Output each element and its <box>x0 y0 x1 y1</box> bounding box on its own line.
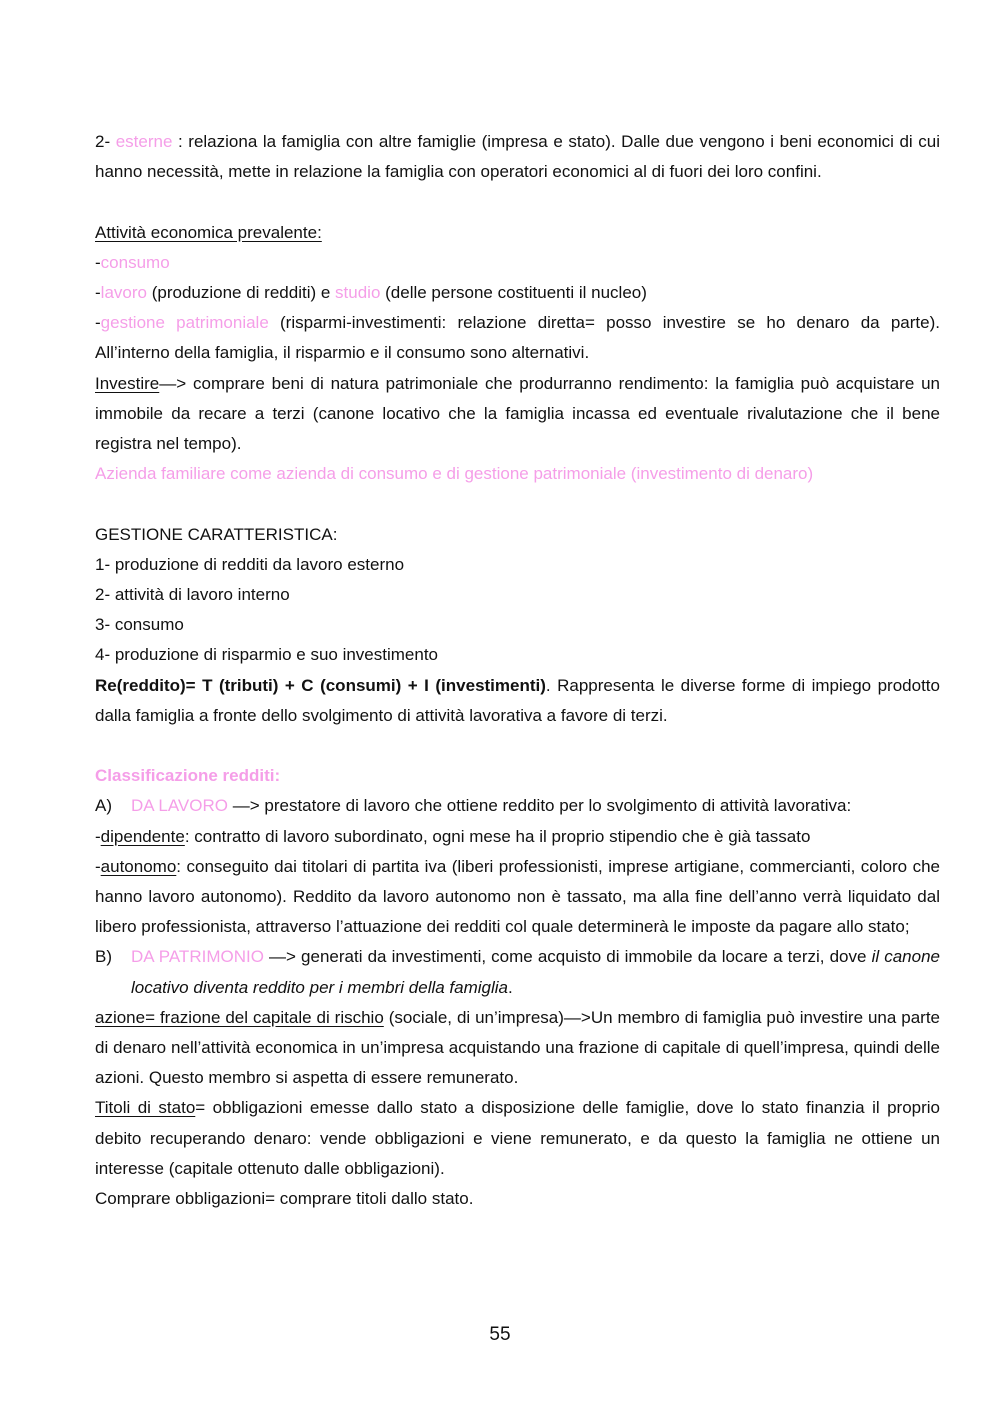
paragraph-investire: Investire—> comprare beni di natura patrimoniale che produrranno rendimento: la famiglia può acquistare un immobile da recare a terzi (canone locativo che la famiglia incassa ed eventuale rivalutazione che il bene registra nel tempo). <box>95 373 940 454</box>
paragraph-azienda-familiare: Azienda familiare come azienda di consumo e di gestione patrimoniale (investimento di denaro) <box>95 464 814 484</box>
underlined-term: Titoli di stato <box>95 1098 196 1118</box>
highlight-term: lavoro <box>100 283 147 302</box>
list-item: 3- consumo <box>95 615 184 635</box>
highlight-term: studio <box>335 283 381 302</box>
list-item-consumo: -consumo <box>95 252 170 272</box>
list-item-lavoro: -lavoro (produzione di redditi) e studio (delle persone costituenti il nucleo) <box>95 283 647 302</box>
paragraph-titoli: Titoli di stato= obbligazioni emesse dallo stato a disposizione delle famiglie, dove lo stato finanzia il proprio debito recuperando denaro: vende obbligazioni e viene remunerato, e da questo la famiglia ne ottiene un interesse (capitale ottenuto dalle obbligazioni). <box>95 1098 941 1178</box>
list-item: 2- attività di lavoro interno <box>95 585 290 605</box>
paragraph-formula: Re(reddito)= T (tributi) + C (consumi) + I (investimenti). Rappresenta le diverse forme di impiego prodotto dalla famiglia a fronte dello svolgimento di attività lavorativa a favore di terzi. <box>95 675 940 725</box>
section-heading-gestione: GESTIONE CARATTERISTICA: <box>95 524 338 544</box>
paragraph-text: : relaziona la famiglia con altre famiglie (impresa e stato). Dalle due vengono i beni economici di cui hanno necessità, mette in relazione la famiglia con operatori economici al di fuori dei loro confini. <box>95 132 940 182</box>
underlined-term: dipendente <box>100 826 185 846</box>
paragraph-azione: azione= frazione del capitale di rischio (sociale, di un’impresa)—>Un membro di famiglia può investire una parte di denaro nell’attività economica in un’impresa acquistando una frazione di capitale di quell’impresa, quindi delle azioni. Questo membro si aspetta di essere remunerato. <box>95 1007 940 1088</box>
underlined-term: azione= frazione del capitale di rischio <box>95 1007 384 1027</box>
italic-text: il canone locativo diventa reddito per i membri della famiglia <box>131 947 940 997</box>
document-page <box>95 127 940 1214</box>
item-prefix: 2- <box>95 132 116 151</box>
list-item-a: A) DA LAVORO —> prestatore di lavoro che ottiene reddito per lo svolgimento di attività lavorativa: <box>95 791 940 821</box>
highlight-term: gestione patrimoniale <box>100 313 269 333</box>
list-marker: B) <box>95 947 112 967</box>
paragraph-comprare: Comprare obbligazioni= comprare titoli dallo stato. <box>95 1189 474 1209</box>
highlight-term: esterne <box>115 132 173 151</box>
highlight-term: DA PATRIMONIO <box>131 947 264 967</box>
section-heading-classificazione: Classificazione redditi: <box>95 766 281 786</box>
page-number: 55 <box>489 1324 511 1345</box>
list-marker: A) <box>95 796 112 816</box>
list-item: 4- produzione di risparmio e suo investimento <box>95 645 439 665</box>
section-heading-attivita: Attività economica prevalente: <box>95 222 322 242</box>
list-item-b: B) DA PATRIMONIO —> generati da investimenti, come acquisto di immobile da locare a terzi, dove il canone locativo diventa reddito per i membri della famiglia. <box>95 942 940 1002</box>
list-item-autonomo: -autonomo: conseguito dai titolari di partita iva (liberi professionisti, imprese artigiane, commercianti, coloro che hanno lavoro autonomo). Reddito da lavoro autonomo non è tassato, ma alla fine dell’anno verrà liquidato dal libero professionista, attraverso l’attuazione dei redditi col quale determinerà le imposte da pagare allo stato; <box>95 856 940 937</box>
highlight-term: consumo <box>100 252 170 272</box>
underlined-term: Investire <box>95 373 160 393</box>
formula: Re(reddito)= T (tributi) + C (consumi) + I (investimenti) <box>95 675 546 695</box>
list-item: 1- produzione di redditi da lavoro esterno <box>95 554 405 574</box>
underlined-term: autonomo <box>100 856 177 876</box>
highlight-term: DA LAVORO <box>131 796 228 816</box>
list-item-dipendente: -dipendente: contratto di lavoro subordinato, ogni mese ha il proprio stipendio che è già tassato <box>95 826 811 846</box>
list-item-gestione: -gestione patrimoniale (risparmi-investimenti: relazione diretta= posso investire se ho denaro da parte). All’interno della famiglia, il risparmio e il consumo sono alternativi. <box>95 313 940 363</box>
paragraph-esterne <box>95 127 940 187</box>
